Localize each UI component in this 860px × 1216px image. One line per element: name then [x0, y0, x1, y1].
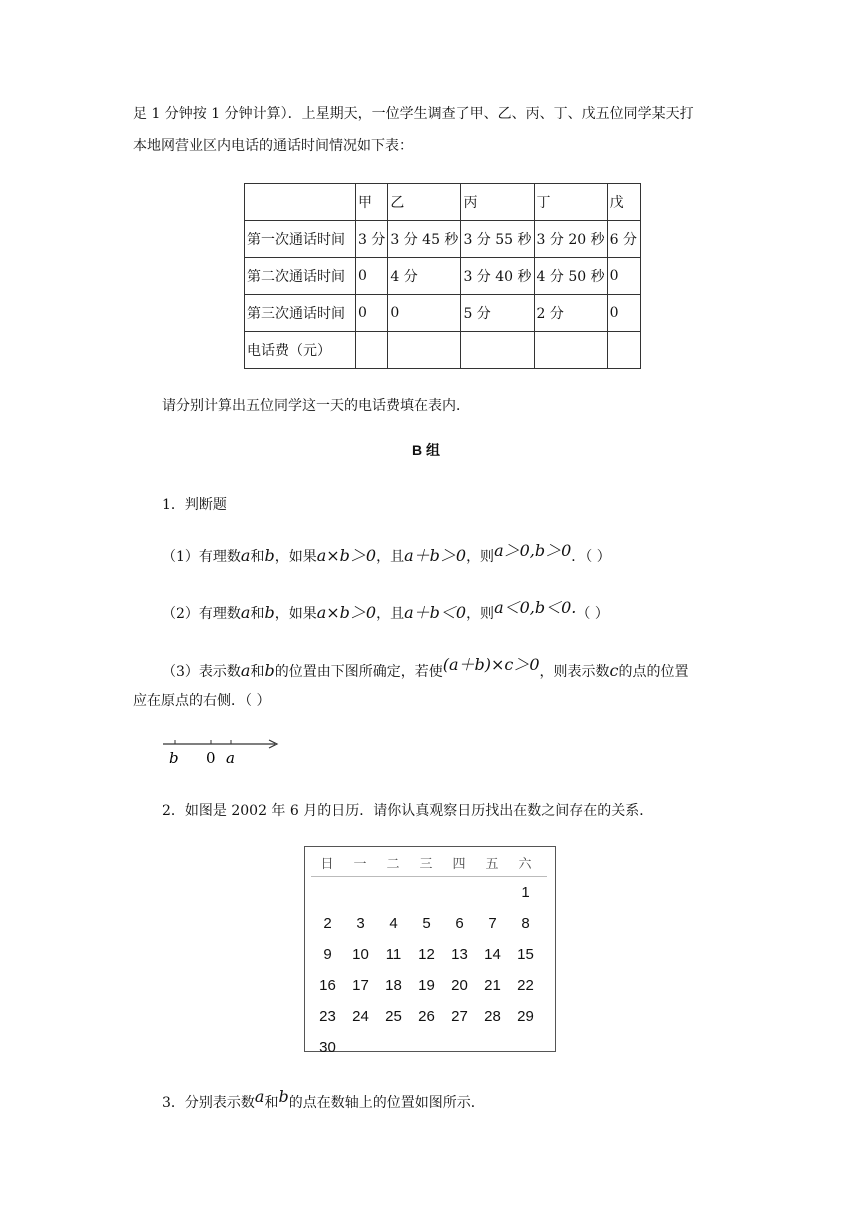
calendar-june-2002	[304, 846, 556, 1056]
table-cell: 4 分 50 秒	[534, 258, 607, 295]
calendar-date: 9	[323, 946, 332, 963]
table-cell: 5 分	[461, 295, 534, 332]
calendar-week-row	[311, 970, 555, 1001]
q1-statement-3-line2: 应在原点的右侧．（ ）	[133, 693, 271, 709]
q3-text: 3．分别表示数a和b的点在数轴上的位置如图所示．	[162, 1087, 485, 1111]
calendar-week-row	[311, 908, 555, 939]
calendar-date: 29	[517, 1008, 534, 1025]
call-fee-table	[244, 183, 641, 369]
table-row	[245, 258, 641, 295]
label-b: b	[169, 749, 179, 767]
calendar-day-header: 四	[452, 856, 467, 871]
calendar-date: 7	[488, 915, 497, 932]
calendar-date: 13	[451, 946, 468, 963]
table-cell: 电话费（元）	[245, 332, 356, 369]
table-cell: 0	[607, 295, 640, 332]
calendar-date: 11	[385, 946, 402, 963]
table-cell: 0	[356, 295, 388, 332]
calendar-date: 4	[389, 915, 398, 932]
table-header-cell: 甲	[356, 184, 388, 221]
table-cell: 2 分	[534, 295, 607, 332]
calendar-day-header: 二	[386, 856, 401, 871]
calendar-date: 28	[484, 1008, 501, 1025]
table-cell: 第三次通话时间	[245, 295, 356, 332]
table-cell: 第二次通话时间	[245, 258, 356, 295]
table-cell	[388, 332, 461, 369]
calendar-date: 21	[484, 977, 501, 994]
table-cell: 3 分 20 秒	[534, 221, 607, 258]
calendar-day-header: 日	[320, 856, 335, 871]
calendar-date: 6	[455, 915, 464, 932]
calendar-date: 5	[422, 915, 431, 932]
table-cell: 第一次通话时间	[245, 221, 356, 258]
calendar-date: 12	[418, 946, 435, 963]
label-a: a	[226, 749, 235, 767]
table-cell: 0	[388, 295, 461, 332]
number-line-figure	[155, 732, 290, 770]
table-row	[245, 332, 641, 369]
table-row	[245, 221, 641, 258]
table-row	[245, 295, 641, 332]
intro-line-2: 本地网营业区内电话的通话时间情况如下表：	[133, 138, 413, 154]
instruction-text: 请分别计算出五位同学这一天的电话费填在表内．	[162, 398, 470, 414]
table-cell	[607, 332, 640, 369]
calendar-date: 30	[319, 1039, 336, 1056]
q2-text: 2．如图是 2002 年 6 月的日历．请你认真观察日历找出在数之间存在的关系．	[162, 803, 654, 819]
calendar-day-header: 六	[518, 856, 533, 871]
calendar-date: 24	[352, 1008, 369, 1025]
calendar-day-header: 三	[419, 856, 434, 871]
q1-statement-2: （2）有理数a和b，如果a×b＞0，且a＋b＜0，则a＜0,b＜0.（ ）	[162, 598, 609, 622]
table-header-cell: 丁	[534, 184, 607, 221]
table-cell: 3 分 45 秒	[388, 221, 461, 258]
calendar-date: 8	[521, 915, 530, 932]
table-header-cell: 乙	[388, 184, 461, 221]
table-cell: 4 分	[388, 258, 461, 295]
calendar-date: 26	[418, 1008, 435, 1025]
calendar-week-row	[311, 1032, 555, 1063]
table-cell: 3 分	[356, 221, 388, 258]
calendar-week-row	[311, 939, 555, 970]
calendar-date: 14	[484, 946, 501, 963]
calendar-date: 23	[319, 1008, 336, 1025]
calendar-date: 10	[352, 946, 369, 963]
section-title: B 组	[412, 442, 440, 458]
table-header-row	[245, 184, 641, 221]
table-header-cell: 戊	[607, 184, 640, 221]
table-cell: 3 分 40 秒	[461, 258, 534, 295]
table-cell: 3 分 55 秒	[461, 221, 534, 258]
q1-statement-1: （1）有理数a和b，如果a×b＞0，且a＋b＞0，则a＞0,b＞0．（ ）	[162, 541, 611, 565]
calendar-header	[311, 853, 547, 877]
calendar-date: 22	[517, 977, 534, 994]
calendar-date: 3	[356, 915, 365, 932]
calendar-date: 16	[319, 977, 336, 994]
calendar-date: 19	[418, 977, 435, 994]
calendar-date: 27	[451, 1008, 468, 1025]
calendar-date: 25	[385, 1008, 402, 1025]
q1-title: 1．判断题	[162, 497, 227, 513]
calendar-week-row	[311, 1001, 555, 1032]
table-cell	[534, 332, 607, 369]
calendar-date: 15	[517, 946, 534, 963]
calendar-week-row	[311, 877, 555, 908]
table-header-cell	[245, 184, 356, 221]
calendar-day-header: 一	[353, 856, 368, 871]
calendar-body	[311, 877, 555, 1063]
q1-statement-3: （3）表示数a和b的位置由下图所确定，若使(a＋b)×c＞0，则表示数c的点的位置	[162, 655, 689, 680]
calendar-date: 17	[352, 977, 369, 994]
table-cell: 6 分	[607, 221, 640, 258]
table-cell: 0	[607, 258, 640, 295]
intro-line-1: 足 1 分钟按 1 分钟计算）．上星期天，一位学生调查了甲、乙、丙、丁、戊五位同学某天打	[133, 106, 694, 122]
label-zero: 0	[206, 749, 216, 767]
calendar-date: 2	[323, 915, 332, 932]
table-cell	[356, 332, 388, 369]
table-header-cell: 丙	[461, 184, 534, 221]
calendar-day-header: 五	[485, 856, 500, 871]
calendar-date: 18	[385, 977, 402, 994]
table-cell	[461, 332, 534, 369]
calendar-date: 20	[451, 977, 468, 994]
table-cell: 0	[356, 258, 388, 295]
calendar-date: 1	[521, 884, 530, 901]
